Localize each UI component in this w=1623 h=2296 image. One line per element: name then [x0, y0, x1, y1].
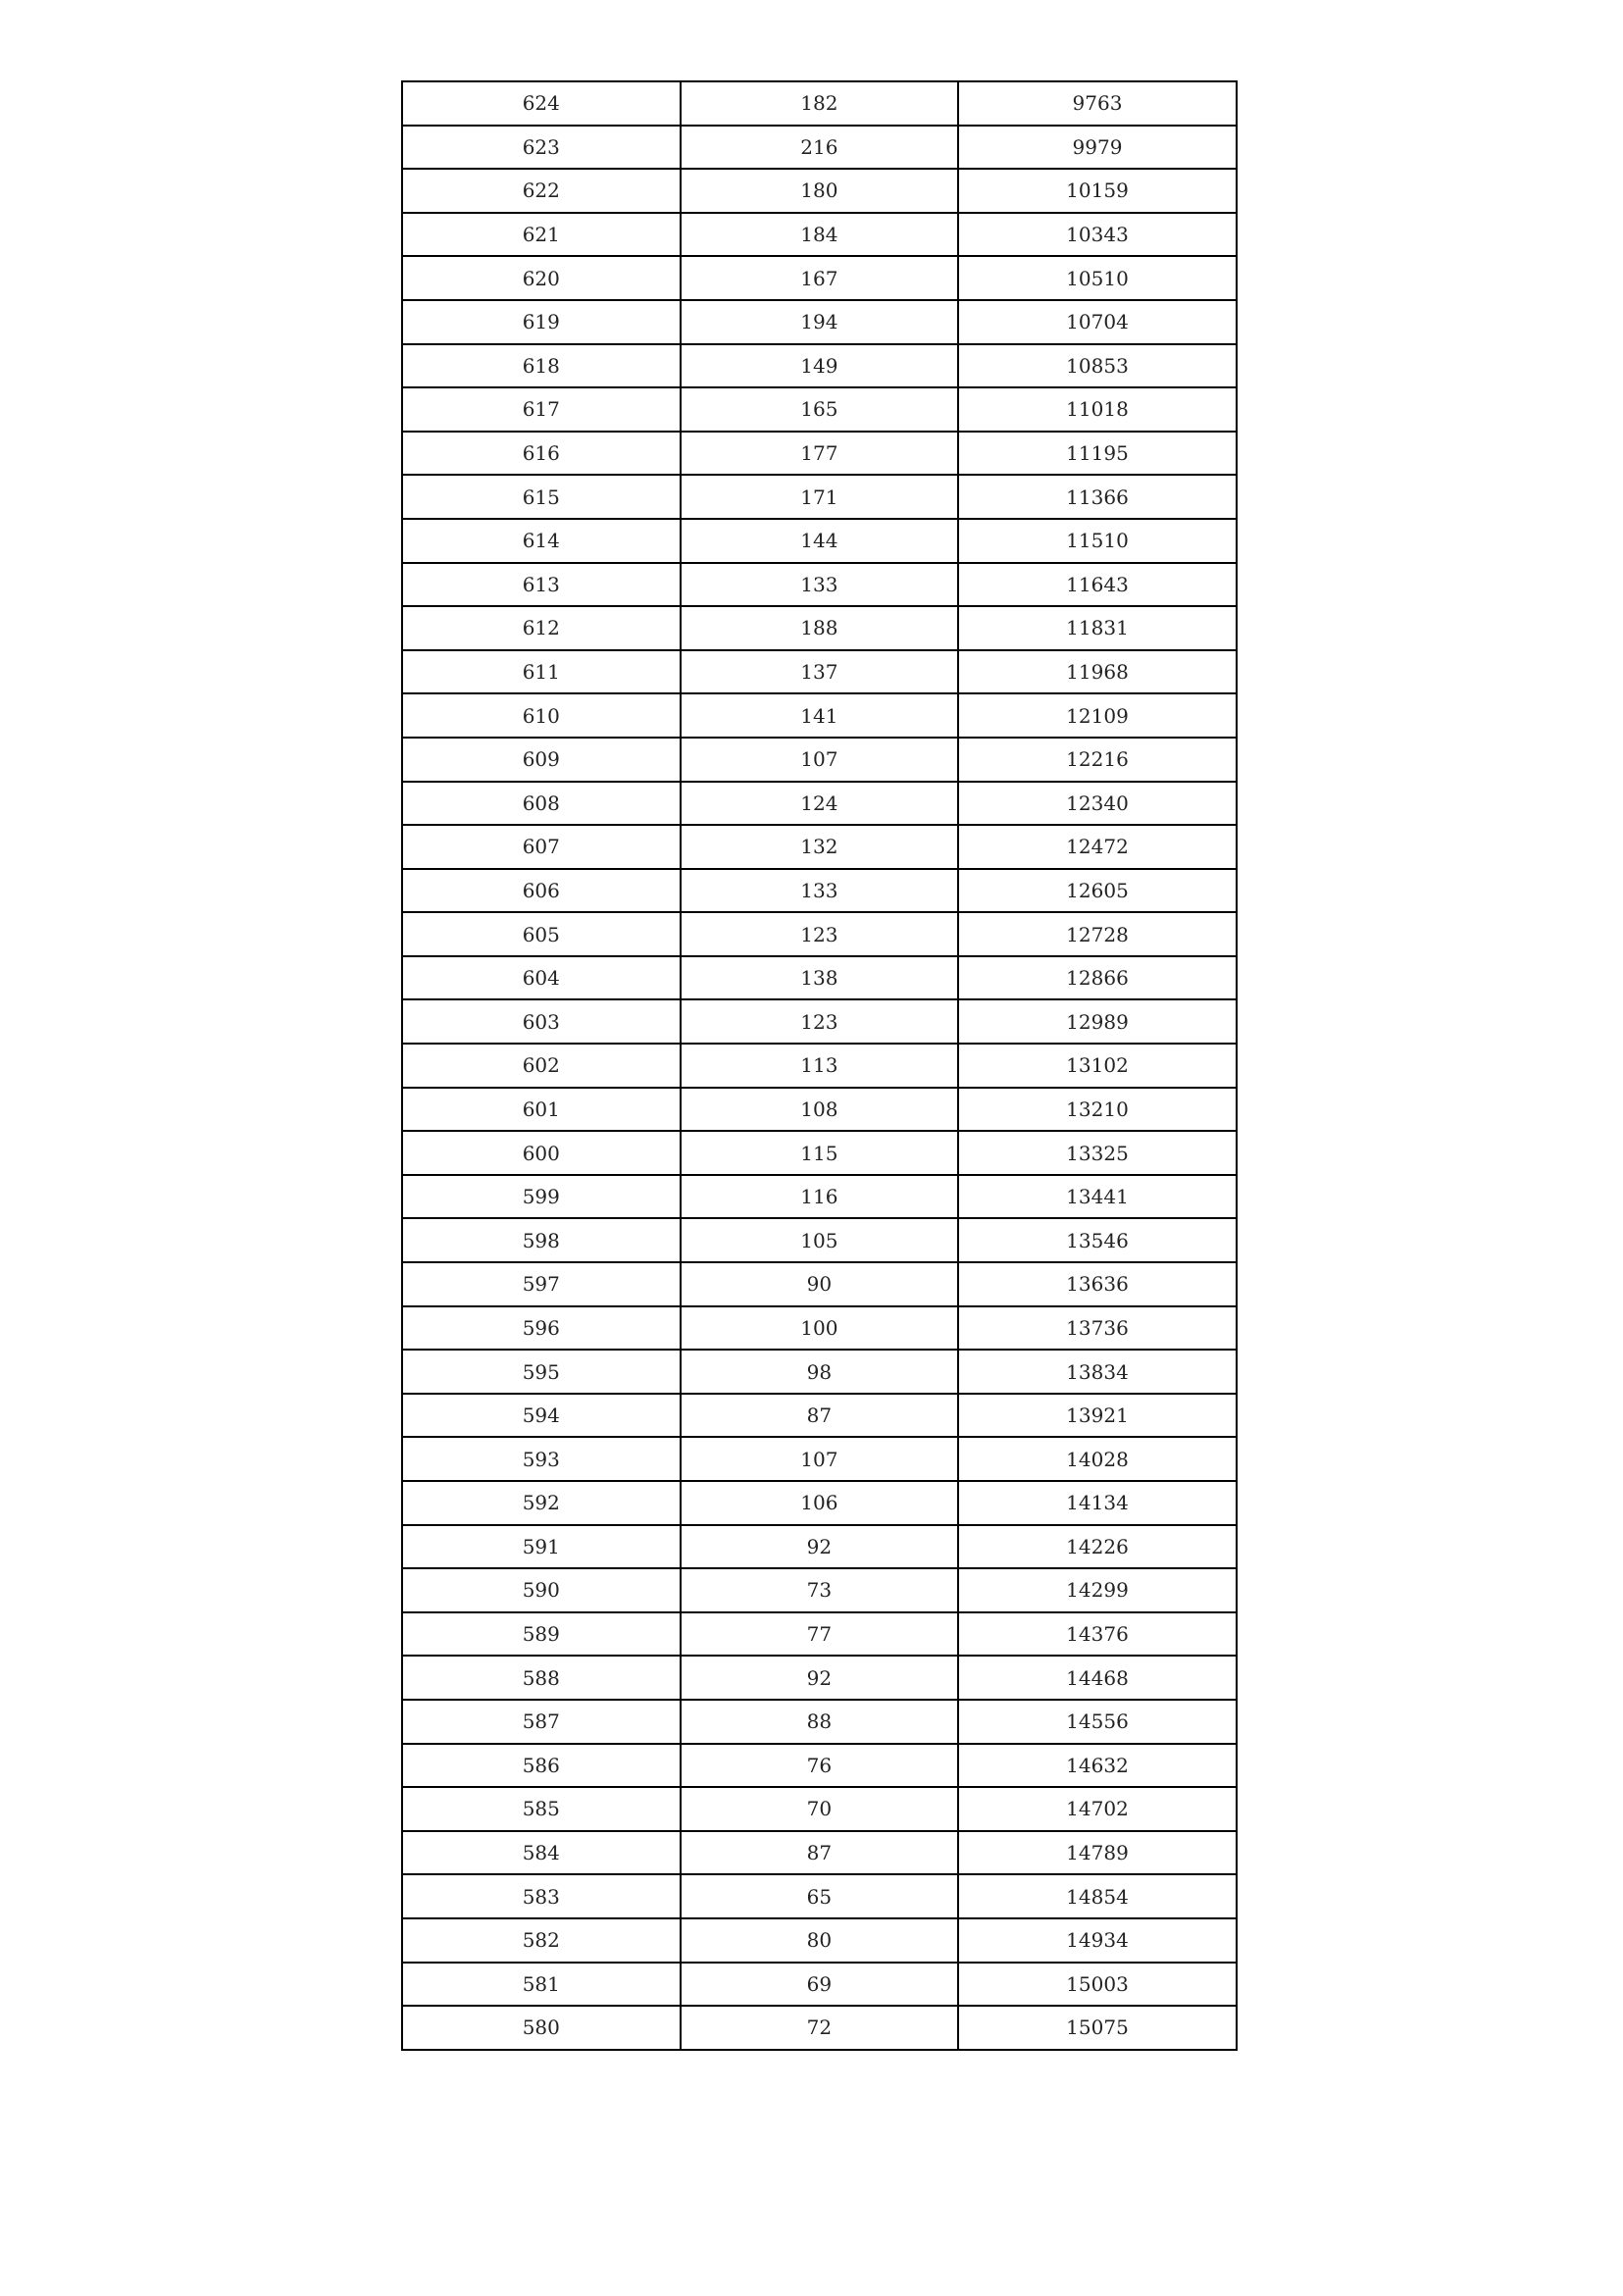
score-cell: 590: [402, 1568, 681, 1612]
table-row: [402, 1088, 1237, 1132]
cumulative-cell: 13834: [958, 1350, 1237, 1394]
cumulative-cell: 10704: [958, 300, 1237, 344]
score-cell: 614: [402, 519, 681, 563]
table-row: [402, 1350, 1237, 1394]
count-cell: 92: [681, 1656, 959, 1700]
cumulative-cell: 13546: [958, 1218, 1237, 1262]
table-row: [402, 1656, 1237, 1700]
count-cell: 123: [681, 912, 959, 956]
score-cell: 607: [402, 825, 681, 869]
cumulative-cell: 12989: [958, 999, 1237, 1044]
cumulative-cell: 11831: [958, 606, 1237, 650]
count-cell: 70: [681, 1787, 959, 1831]
cumulative-cell: 11366: [958, 475, 1237, 519]
cumulative-cell: 11018: [958, 387, 1237, 432]
cumulative-cell: 13210: [958, 1088, 1237, 1132]
table-row: [402, 2006, 1237, 2050]
table-row: [402, 1437, 1237, 1481]
cumulative-cell: 13441: [958, 1175, 1237, 1219]
cumulative-cell: 11968: [958, 650, 1237, 694]
count-cell: 77: [681, 1612, 959, 1657]
table-row: [402, 81, 1237, 126]
cumulative-cell: 14226: [958, 1525, 1237, 1569]
table-row: [402, 563, 1237, 607]
table-row: [402, 519, 1237, 563]
count-cell: 108: [681, 1088, 959, 1132]
cumulative-cell: 12605: [958, 869, 1237, 913]
table-row: [402, 825, 1237, 869]
score-cell: 605: [402, 912, 681, 956]
score-cell: 594: [402, 1394, 681, 1438]
table-row: [402, 1175, 1237, 1219]
table-row: [402, 1831, 1237, 1875]
score-cell: 611: [402, 650, 681, 694]
table-row: [402, 1044, 1237, 1088]
table-row: [402, 169, 1237, 213]
count-cell: 65: [681, 1874, 959, 1918]
table-body: [402, 81, 1237, 2050]
count-cell: 194: [681, 300, 959, 344]
table-row: [402, 1306, 1237, 1351]
score-cell: 616: [402, 432, 681, 476]
count-cell: 182: [681, 81, 959, 126]
count-cell: 100: [681, 1306, 959, 1351]
count-cell: 188: [681, 606, 959, 650]
count-cell: 87: [681, 1394, 959, 1438]
score-cell: 612: [402, 606, 681, 650]
cumulative-cell: 14299: [958, 1568, 1237, 1612]
table-row: [402, 606, 1237, 650]
count-cell: 144: [681, 519, 959, 563]
score-cell: 609: [402, 738, 681, 782]
cumulative-cell: 12728: [958, 912, 1237, 956]
cumulative-cell: 9979: [958, 126, 1237, 170]
score-cell: 582: [402, 1918, 681, 1963]
score-cell: 598: [402, 1218, 681, 1262]
count-cell: 165: [681, 387, 959, 432]
count-cell: 138: [681, 956, 959, 1000]
score-cell: 599: [402, 1175, 681, 1219]
table-row: [402, 1612, 1237, 1657]
table-row: [402, 999, 1237, 1044]
count-cell: 123: [681, 999, 959, 1044]
count-cell: 87: [681, 1831, 959, 1875]
table-row: [402, 1744, 1237, 1788]
table-row: [402, 213, 1237, 257]
score-cell: 613: [402, 563, 681, 607]
count-cell: 216: [681, 126, 959, 170]
cumulative-cell: 14376: [958, 1612, 1237, 1657]
score-cell: 583: [402, 1874, 681, 1918]
table-row: [402, 1394, 1237, 1438]
score-cell: 588: [402, 1656, 681, 1700]
score-cell: 587: [402, 1700, 681, 1744]
table-row: [402, 1787, 1237, 1831]
table-row: [402, 126, 1237, 170]
count-cell: 73: [681, 1568, 959, 1612]
score-cell: 615: [402, 475, 681, 519]
table-row: [402, 344, 1237, 388]
count-cell: 184: [681, 213, 959, 257]
count-cell: 80: [681, 1918, 959, 1963]
score-cell: 602: [402, 1044, 681, 1088]
table-row: [402, 432, 1237, 476]
cumulative-cell: 13636: [958, 1262, 1237, 1306]
count-cell: 105: [681, 1218, 959, 1262]
score-cell: 591: [402, 1525, 681, 1569]
count-cell: 107: [681, 738, 959, 782]
cumulative-cell: 13325: [958, 1131, 1237, 1175]
count-cell: 76: [681, 1744, 959, 1788]
count-cell: 98: [681, 1350, 959, 1394]
table-row: [402, 387, 1237, 432]
score-cell: 610: [402, 693, 681, 738]
cumulative-cell: 9763: [958, 81, 1237, 126]
cumulative-cell: 14854: [958, 1874, 1237, 1918]
score-cell: 586: [402, 1744, 681, 1788]
score-cell: 596: [402, 1306, 681, 1351]
count-cell: 177: [681, 432, 959, 476]
table-row: [402, 782, 1237, 826]
cumulative-cell: 10510: [958, 256, 1237, 300]
table-row: [402, 300, 1237, 344]
score-cell: 584: [402, 1831, 681, 1875]
count-cell: 88: [681, 1700, 959, 1744]
score-cell: 592: [402, 1481, 681, 1525]
cumulative-cell: 12866: [958, 956, 1237, 1000]
count-cell: 124: [681, 782, 959, 826]
count-cell: 113: [681, 1044, 959, 1088]
table-row: [402, 1481, 1237, 1525]
cumulative-cell: 14028: [958, 1437, 1237, 1481]
score-cell: 606: [402, 869, 681, 913]
score-cell: 623: [402, 126, 681, 170]
table-row: [402, 1525, 1237, 1569]
count-cell: 90: [681, 1262, 959, 1306]
cumulative-cell: 14556: [958, 1700, 1237, 1744]
cumulative-cell: 15003: [958, 1963, 1237, 2007]
table-row: [402, 1700, 1237, 1744]
table-row: [402, 1918, 1237, 1963]
table-row: [402, 1262, 1237, 1306]
cumulative-cell: 14702: [958, 1787, 1237, 1831]
score-cell: 585: [402, 1787, 681, 1831]
table-row: [402, 693, 1237, 738]
cumulative-cell: 14632: [958, 1744, 1237, 1788]
table-row: [402, 738, 1237, 782]
table-row: [402, 1874, 1237, 1918]
score-cell: 603: [402, 999, 681, 1044]
cumulative-cell: 10853: [958, 344, 1237, 388]
score-cell: 622: [402, 169, 681, 213]
table-row: [402, 1131, 1237, 1175]
cumulative-cell: 12216: [958, 738, 1237, 782]
score-cell: 604: [402, 956, 681, 1000]
cumulative-cell: 11643: [958, 563, 1237, 607]
table-row: [402, 1218, 1237, 1262]
table-row: [402, 256, 1237, 300]
score-cell: 619: [402, 300, 681, 344]
cumulative-cell: 10343: [958, 213, 1237, 257]
score-cell: 580: [402, 2006, 681, 2050]
table-row: [402, 912, 1237, 956]
score-cell: 617: [402, 387, 681, 432]
cumulative-cell: 13102: [958, 1044, 1237, 1088]
cumulative-cell: 10159: [958, 169, 1237, 213]
cumulative-cell: 12472: [958, 825, 1237, 869]
score-cell: 601: [402, 1088, 681, 1132]
count-cell: 72: [681, 2006, 959, 2050]
score-cell: 624: [402, 81, 681, 126]
count-cell: 92: [681, 1525, 959, 1569]
count-cell: 133: [681, 563, 959, 607]
count-cell: 115: [681, 1131, 959, 1175]
count-cell: 107: [681, 1437, 959, 1481]
score-cell: 595: [402, 1350, 681, 1394]
score-cell: 600: [402, 1131, 681, 1175]
table-row: [402, 1568, 1237, 1612]
table-row: [402, 956, 1237, 1000]
count-cell: 141: [681, 693, 959, 738]
count-cell: 69: [681, 1963, 959, 2007]
count-cell: 149: [681, 344, 959, 388]
count-cell: 116: [681, 1175, 959, 1219]
cumulative-cell: 14789: [958, 1831, 1237, 1875]
count-cell: 171: [681, 475, 959, 519]
table-row: [402, 869, 1237, 913]
score-cell: 618: [402, 344, 681, 388]
count-cell: 180: [681, 169, 959, 213]
cumulative-cell: 14934: [958, 1918, 1237, 1963]
cumulative-cell: 12109: [958, 693, 1237, 738]
table-row: [402, 475, 1237, 519]
score-cell: 593: [402, 1437, 681, 1481]
count-cell: 137: [681, 650, 959, 694]
cumulative-cell: 14134: [958, 1481, 1237, 1525]
score-cell: 597: [402, 1262, 681, 1306]
count-cell: 133: [681, 869, 959, 913]
score-cell: 621: [402, 213, 681, 257]
cumulative-cell: 11195: [958, 432, 1237, 476]
count-cell: 132: [681, 825, 959, 869]
score-cell: 589: [402, 1612, 681, 1657]
table-row: [402, 1963, 1237, 2007]
cumulative-cell: 13921: [958, 1394, 1237, 1438]
score-cell: 608: [402, 782, 681, 826]
cumulative-cell: 13736: [958, 1306, 1237, 1351]
cumulative-cell: 14468: [958, 1656, 1237, 1700]
score-distribution-table: [401, 80, 1238, 2051]
count-cell: 106: [681, 1481, 959, 1525]
score-cell: 581: [402, 1963, 681, 2007]
score-cell: 620: [402, 256, 681, 300]
cumulative-cell: 11510: [958, 519, 1237, 563]
cumulative-cell: 12340: [958, 782, 1237, 826]
count-cell: 167: [681, 256, 959, 300]
cumulative-cell: 15075: [958, 2006, 1237, 2050]
table-row: [402, 650, 1237, 694]
